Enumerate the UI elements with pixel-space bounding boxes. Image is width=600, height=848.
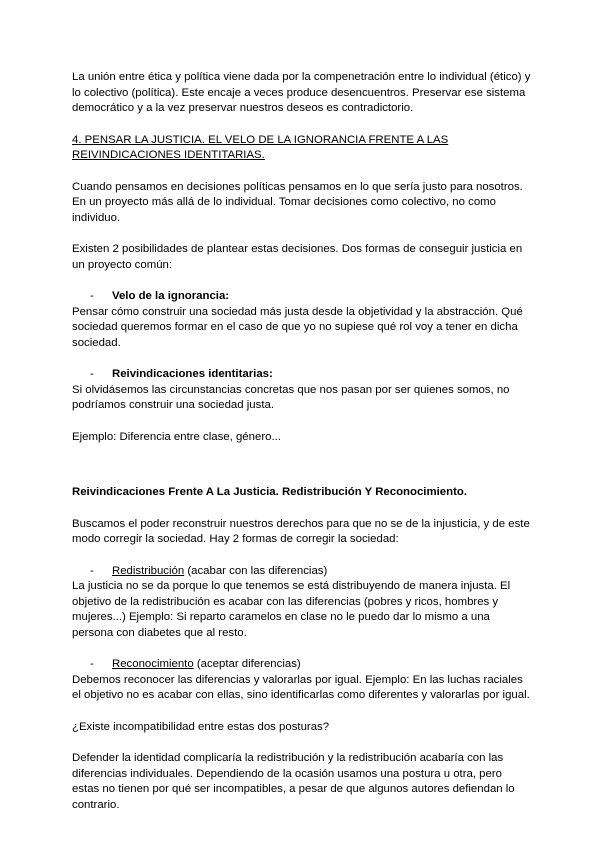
question-paragraph: ¿Existe incompatibilidad entre estas dos posturas? [72,720,330,733]
section-heading-redistribucion: Reivindicaciones Frente A La Justicia. Redistribución Y Reconocimiento. [72,486,467,498]
bullet-dash: - [90,658,94,670]
bullet-dash: - [90,564,94,577]
paragraph-buscamos: Buscamos el poder reconstruir nuestros derechos para que no se de la injusticia, y de este modo corregir la sociedad. Hay 2 formas de corregir la sociedad: [72,517,530,545]
bullet-suffix-redistribucion: (acabar con las diferencias) [184,564,328,577]
paragraph-reivindicaciones: Si olvidásemos las circunstancias concretas que nos pasan por ser quienes somos, no podríamos construir una sociedad justa. [72,383,510,411]
bullet-title-reivindicaciones: Reivindicaciones identitarias: [112,368,273,380]
bullet-dash: - [90,290,94,302]
bullet-reivindicaciones [72,367,532,383]
bullet-velo [72,289,532,305]
bullet-dash: - [90,368,94,380]
conclusion-paragraph: Defender la identidad complicaría la redistribución y la redistribución acabaría con las diferencias individuales. Dependiendo de la ocasión usamos una postura u otra, pero estas no tienen por qué ser incompatibles, a pesar de que algunos autores defiendan lo contrario. [72,752,515,811]
section-4-heading: 4. PENSAR LA JUSTICIA. EL VELO DE LA IGNORANCIA FRENTE A LAS REIVINDICACIONES IDENTITARIAS. [72,133,449,161]
bullet-title-velo: Velo de la ignorancia: [112,290,230,302]
paragraph-decisiones: Cuando pensamos en decisiones políticas pensamos en lo que sería justo para nosotros. En un proyecto más allá de lo individual. Tomar decisiones como colectivo, no como individuo. [72,180,523,224]
paragraph-reconocimiento: Debemos reconocer las diferencias y valorarlas por igual. Ejemplo: En las luchas raciales el objetivo no es acabar con ellas, sino identificarlas como diferentes y valorarlas por igual. [72,673,530,701]
bullet-reconocimiento [72,657,532,673]
intro-paragraph: La unión entre ética y política viene dada por la compenetración entre lo individual (ético) y lo colectivo (política). Este encaje a veces produce desencuentros. Preservar ese sistema democrático y a la vez preservar nuestros deseos es contradictorio. [72,71,531,114]
document-page [72,70,532,813]
paragraph-velo: Pensar cómo construir una sociedad más justa desde la objetividad y la abstracción. Qué sociedad queremos formar en el caso de que yo no supiese qué rol voy a tener en dicha sociedad. [72,305,523,349]
paragraph-redistribucion: La justicia no se da porque lo que tenemos se está distribuyendo de manera injusta. El objetivo de la redistribución es acabar con las diferencias (pobres y ricos, hombres y mujeres...) Ejemplo: Si reparto caramelos en clase no le puedo dar lo mismo a una persona con diabetes que al resto. [72,580,511,639]
example-paragraph: Ejemplo: Diferencia entre clase, género... [72,430,281,443]
bullet-redistribucion [72,564,532,580]
paragraph-posibilidades: Existen 2 posibilidades de plantear estas decisiones. Dos formas de conseguir justicia en un proyecto común: [72,243,523,271]
bullet-title-redistribucion: Redistribución [112,564,185,577]
bullet-suffix-reconocimiento: (aceptar diferencias) [193,658,301,670]
bullet-title-reconocimiento: Reconocimiento [112,658,194,670]
